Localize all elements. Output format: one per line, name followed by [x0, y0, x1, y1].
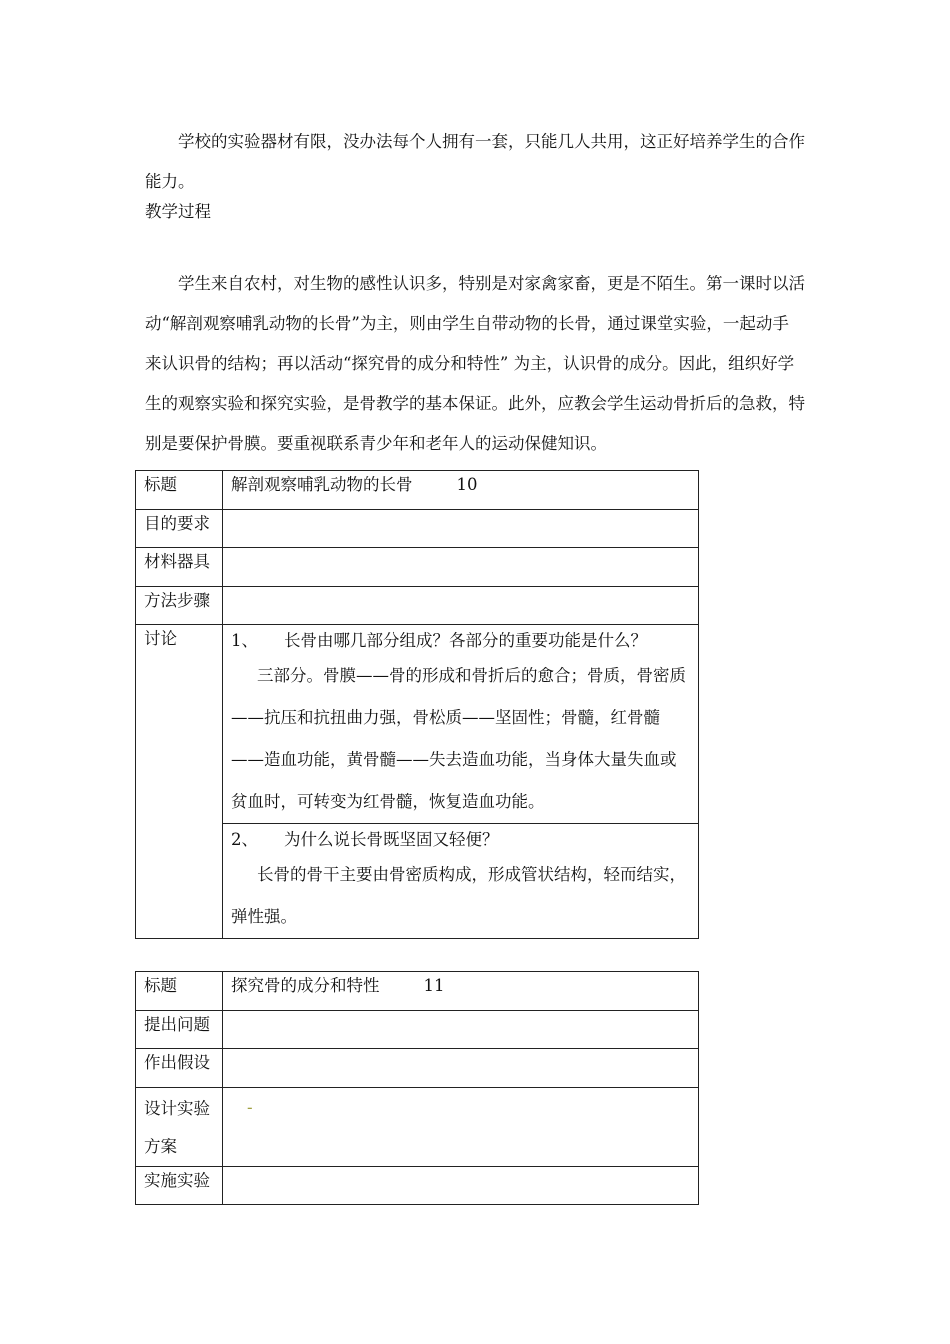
table-row: [136, 587, 699, 625]
title-value: 探究骨的成分和特性: [231, 976, 380, 995]
hypothesis-cell: [223, 1049, 699, 1088]
materials-label: 材料器具: [136, 548, 223, 587]
intro-paragraph-1: 学校的实验器材有限，没办法每个人拥有一套，只能几人共用，这正好培养学生的合作能力。: [145, 132, 805, 191]
discussion-q1-cell: [223, 625, 699, 824]
title-label: 标题: [136, 471, 223, 510]
question-label: 提出问题: [136, 1011, 223, 1049]
section-heading: 教学过程: [145, 202, 211, 221]
implement-label: 实施实验: [136, 1167, 223, 1205]
a1-text: 三部分。骨膜——骨的形成和骨折后的愈合；骨质，骨密质——抗压和抗扭曲力强，骨松质——坚固性；骨髓，红骨髓——造血功能，黄骨髓——失去造血功能，当身体大量失血或贫血时，可转变为红骨髓，恢复造血功能。: [231, 666, 686, 811]
method-label: 方法步骤: [136, 587, 223, 625]
hypothesis-label: 作出假设: [136, 1049, 223, 1088]
q1-text: 长骨由哪几部分组成？各部分的重要功能是什么？: [284, 631, 647, 650]
goal-label: 目的要求: [136, 510, 223, 548]
table-row: [136, 1167, 699, 1205]
title-value: 解剖观察哺乳动物的长骨: [231, 475, 413, 494]
title-cell: [223, 471, 699, 510]
title-label: 标题: [136, 972, 223, 1011]
title-cell: [223, 972, 699, 1011]
design-label: 设计实验方案: [136, 1088, 223, 1167]
title-number: 11: [423, 976, 445, 995]
table-row: [136, 1088, 699, 1167]
intro-paragraph-2: 学生来自农村，对生物的感性认识多，特别是对家禽家畜，更是不陌生。第一课时以活动“解剖观察哺乳动物的长骨”为主，则由学生自带动物的长骨，通过课堂实验，一起动手来认识骨的结构；再以活动“探究骨的成分和特性” 为主，认识骨的成分。因此，组织好学生的观察实验和探究实验，是骨教学的基本保证。此外，应教会学生运动骨折后的急救，特别是要保护骨膜。要重视联系青少年和老年人的运动保健知识。: [145, 274, 805, 453]
design-cell: [223, 1088, 699, 1167]
table-row: [136, 1011, 699, 1049]
table-row: [136, 625, 699, 824]
experiment-table-2: [135, 971, 699, 1205]
implement-cell: [223, 1167, 699, 1205]
table-row: [136, 471, 699, 510]
question-cell: [223, 1011, 699, 1049]
discussion-label: 讨论: [136, 625, 223, 939]
q1-number: 1、: [231, 631, 258, 650]
goal-cell: [223, 510, 699, 548]
q2-text: 为什么说长骨既坚固又轻便？: [284, 830, 499, 849]
materials-cell: [223, 548, 699, 587]
table-row: [136, 972, 699, 1011]
experiment-table-1: [135, 470, 699, 939]
table-row: [136, 548, 699, 587]
q2-number: 2、: [231, 830, 258, 849]
table-row: [136, 1049, 699, 1088]
discussion-q2-cell: [223, 824, 699, 939]
method-cell: [223, 587, 699, 625]
table-row: [136, 510, 699, 548]
title-number: 10: [456, 475, 478, 494]
a2-text: 长骨的骨干主要由骨密质构成，形成管状结构，轻而结实，弹性强。: [231, 865, 686, 926]
mark-dot: -: [247, 1098, 253, 1117]
